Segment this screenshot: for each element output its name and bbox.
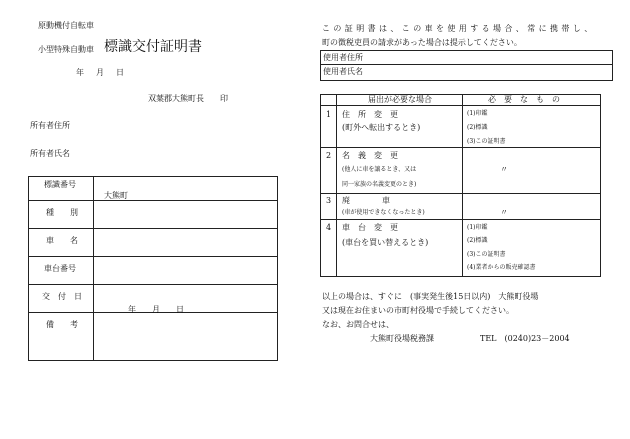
user-name-label: 使用者氏名 bbox=[323, 67, 363, 76]
row-number: 1 bbox=[326, 110, 332, 119]
row-subtitle: (車が使用できなくなったとき) bbox=[342, 209, 425, 216]
kind-label: 種 別 bbox=[46, 208, 78, 217]
plate-number-label: 標識番号 bbox=[44, 180, 76, 189]
footer-line-3: なお、お問合せは、 bbox=[322, 320, 394, 329]
row-title: 廃 車 bbox=[342, 196, 390, 205]
row-number: 3 bbox=[326, 196, 332, 205]
row-need: (4)業者からの販売確認書 bbox=[467, 264, 536, 271]
row-subtitle: (他人に車を譲るとき、又は bbox=[342, 166, 417, 173]
vehicle-name-label: 車 名 bbox=[46, 236, 78, 245]
row-need: (2)標識 bbox=[467, 124, 488, 131]
row-need: (1)印鑑 bbox=[467, 224, 488, 231]
row-number: 2 bbox=[326, 151, 332, 160]
issue-date-label: 交 付 日 bbox=[42, 292, 82, 301]
row-need: (2)標識 bbox=[467, 237, 488, 244]
row-subtitle-2: 同一家族の名義変更のとき) bbox=[342, 181, 417, 188]
vehicle-type-moped: 原動機付自転車 bbox=[38, 21, 94, 30]
remarks-label: 備 考 bbox=[46, 320, 78, 329]
document-title: 標識交付証明書 bbox=[104, 39, 202, 55]
row-title: 車 台 変 更 bbox=[342, 223, 398, 232]
row-number: 4 bbox=[326, 223, 332, 232]
contact-department: 大熊町役場税務課 bbox=[370, 334, 434, 343]
row-subtitle: (車台を買い替えるとき) bbox=[342, 238, 429, 247]
row-need: 〃 bbox=[500, 208, 508, 217]
vehicle-type-special: 小型特殊自動車 bbox=[38, 45, 94, 54]
row-title: 名 義 変 更 bbox=[342, 151, 398, 160]
owner-address-label: 所有者住所 bbox=[30, 121, 70, 130]
issue-date-header: 年 月 日 bbox=[76, 68, 126, 77]
issue-date-value: 年 月 日 bbox=[128, 305, 184, 314]
plate-number-value: 大熊町 bbox=[104, 191, 128, 200]
notice-line-1: この証明書は、この車を使用する場合、常に携帯し、 bbox=[322, 24, 596, 33]
row-need: (1)印鑑 bbox=[467, 110, 488, 117]
notice-line-2: 町の徴税吏員の請求があった場合は提示してください。 bbox=[322, 38, 522, 47]
contact-phone: TEL (0240)23－2004 bbox=[480, 334, 570, 343]
user-address-label: 使用者住所 bbox=[323, 53, 363, 62]
header-case: 届出が必要な場合 bbox=[368, 95, 432, 104]
row-need: (3)この証明書 bbox=[467, 138, 506, 145]
row-need: (3)この証明書 bbox=[467, 251, 506, 258]
footer-line-1: 以上の場合は、すぐに (事実発生後15日以内) 大熊町役場 bbox=[322, 292, 539, 301]
issuer-name: 双葉郡大熊町長 印 bbox=[148, 94, 228, 103]
owner-name-label: 所有者氏名 bbox=[30, 149, 70, 158]
user-info-box bbox=[320, 50, 613, 81]
header-needs: 必 要 な も の bbox=[488, 95, 560, 104]
footer-line-2: 又は現在お住まいの市町村役場で手続してください。 bbox=[322, 306, 514, 315]
chassis-number-label: 車台番号 bbox=[44, 264, 76, 273]
row-title: 住 所 変 更 bbox=[342, 110, 398, 119]
row-need: 〃 bbox=[500, 165, 508, 174]
row-subtitle: (町外へ転出するとき) bbox=[342, 123, 421, 132]
